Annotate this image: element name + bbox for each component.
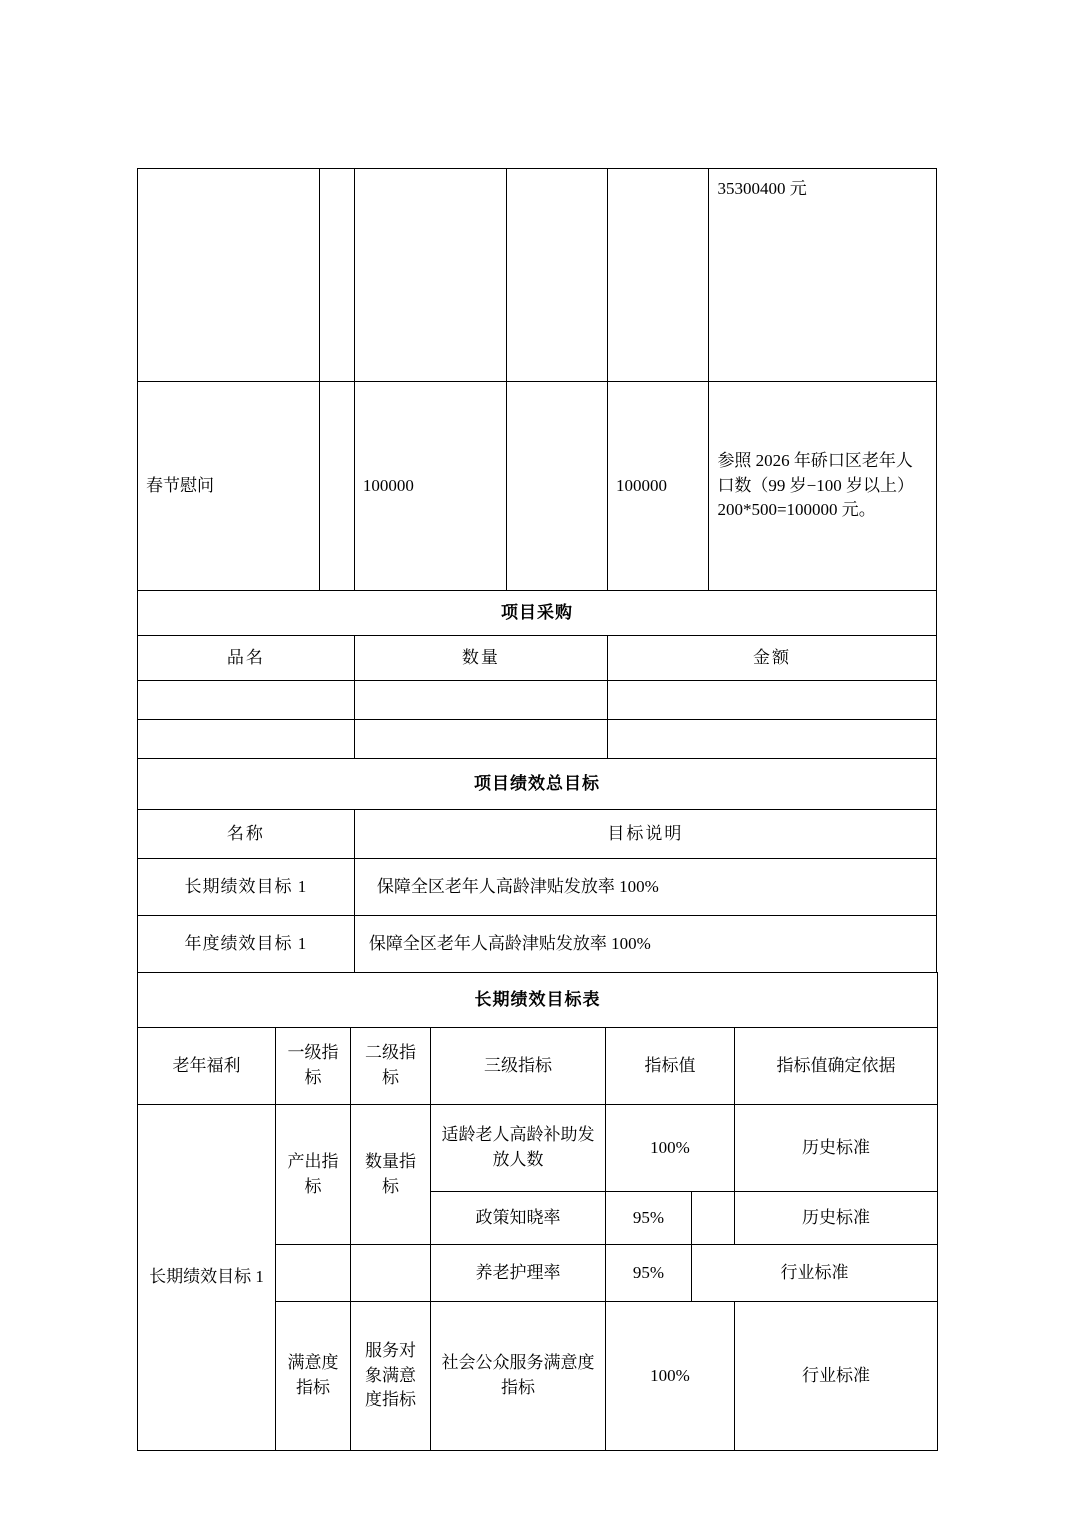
- empty-cell: [319, 169, 354, 382]
- table-row: [138, 636, 937, 681]
- header-level2: 二级指标: [351, 1028, 431, 1105]
- table-row: [138, 810, 937, 859]
- procurement-title: 项目采购: [138, 591, 937, 636]
- table-row: [138, 720, 937, 759]
- procurement-header-name: 品名: [138, 636, 355, 681]
- procurement-cell-name: [138, 720, 355, 759]
- indicator-basis: 行业标准: [735, 1302, 938, 1451]
- overall-goal-header-name: 名称: [138, 810, 355, 859]
- table-row: [138, 1028, 938, 1105]
- indicator-value: 100%: [606, 1105, 735, 1192]
- table-row: [138, 382, 937, 591]
- overall-goal-row-label: 长期绩效目标 1: [138, 859, 355, 916]
- level2-satisfaction: 服务对象满意度指标: [351, 1302, 431, 1451]
- empty-cell: [351, 1245, 431, 1302]
- table-row: [138, 859, 937, 916]
- procurement-cell-amount: [607, 681, 936, 720]
- indicator-value: 95%: [606, 1192, 692, 1245]
- spring-festival-value-2: 100000: [607, 382, 708, 591]
- row-group-label: 长期绩效目标 1: [138, 1105, 276, 1451]
- table-row: [138, 169, 937, 382]
- level3-indicator: 养老护理率: [431, 1245, 606, 1302]
- empty-cell: [354, 169, 506, 382]
- table-row: [138, 681, 937, 720]
- empty-cell: [319, 382, 354, 591]
- row-label-spring-festival: 春节慰问: [138, 382, 320, 591]
- indicator-value: 95%: [606, 1245, 692, 1302]
- empty-cell: [138, 169, 320, 382]
- spring-festival-basis: 参照 2026 年硚口区老年人口数（99 岁−100 岁以上）200*500=100000 元。: [709, 382, 937, 591]
- level1-satisfaction: 满意度指标: [276, 1302, 351, 1451]
- indicator-basis: 历史标准: [735, 1192, 938, 1245]
- long-term-performance-table: [137, 972, 938, 1451]
- overall-goal-row-desc: 保障全区老年人高龄津贴发放率 100%: [354, 859, 936, 916]
- budget-detail-table: [137, 168, 937, 973]
- level3-indicator: 适龄老人高龄补助发放人数: [431, 1105, 606, 1192]
- empty-cell: [607, 169, 708, 382]
- level3-indicator: 政策知晓率: [431, 1192, 606, 1245]
- header-level3: 三级指标: [431, 1028, 606, 1105]
- overall-goal-header-desc: 目标说明: [354, 810, 936, 859]
- empty-cell: [506, 382, 607, 591]
- header-value: 指标值: [606, 1028, 735, 1105]
- amount-note: 35300400 元: [709, 169, 937, 382]
- procurement-cell-qty: [354, 681, 607, 720]
- procurement-cell-name: [138, 681, 355, 720]
- level2-quantity: 数量指标: [351, 1105, 431, 1245]
- header-basis: 指标值确定依据: [735, 1028, 938, 1105]
- table-row: [138, 591, 937, 636]
- indicator-basis: 历史标准: [735, 1105, 938, 1192]
- table-row: [138, 759, 937, 810]
- table-row: [138, 916, 937, 973]
- procurement-cell-amount: [607, 720, 936, 759]
- empty-cell: [692, 1192, 735, 1245]
- table-row: [138, 973, 938, 1028]
- header-level1: 一级指标: [276, 1028, 351, 1105]
- level1-output: 产出指标: [276, 1105, 351, 1245]
- document-page: [137, 168, 937, 1451]
- procurement-header-qty: 数量: [354, 636, 607, 681]
- procurement-cell-qty: [354, 720, 607, 759]
- indicator-basis: 行业标准: [692, 1245, 938, 1302]
- overall-goal-row-desc: 保障全区老年人高龄津贴发放率 100%: [354, 916, 936, 973]
- table-row: [138, 1105, 938, 1192]
- spring-festival-value-1: 100000: [354, 382, 506, 591]
- indicator-value: 100%: [606, 1302, 735, 1451]
- overall-goal-title: 项目绩效总目标: [138, 759, 937, 810]
- level3-indicator: 社会公众服务满意度指标: [431, 1302, 606, 1451]
- empty-cell: [276, 1245, 351, 1302]
- empty-cell: [506, 169, 607, 382]
- header-category: 老年福利: [138, 1028, 276, 1105]
- overall-goal-row-label: 年度绩效目标 1: [138, 916, 355, 973]
- procurement-header-amount: 金额: [607, 636, 936, 681]
- long-term-table-title: 长期绩效目标表: [138, 973, 938, 1028]
